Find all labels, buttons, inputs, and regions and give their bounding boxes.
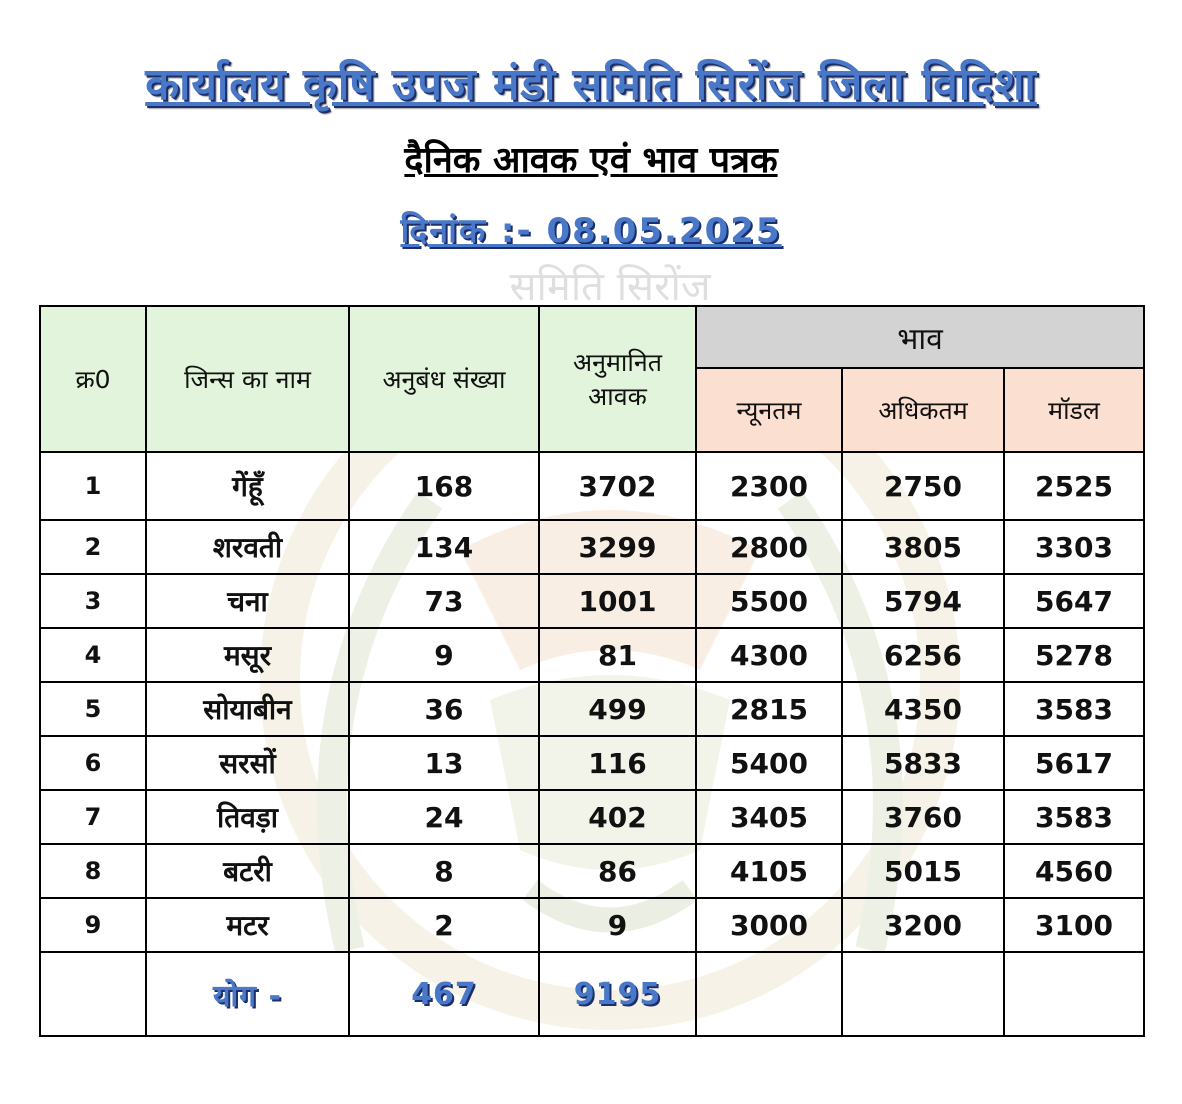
cell-modal: 3100 [1004, 898, 1144, 952]
cell-min: 3405 [696, 790, 842, 844]
cell-contracts: 2 [349, 898, 539, 952]
cell-max: 5833 [842, 736, 1004, 790]
cell-commodity: तिवड़ा [146, 790, 349, 844]
cell-min: 4105 [696, 844, 842, 898]
header-arrival-line2: आवक [588, 382, 647, 411]
cell-arrival: 3702 [539, 452, 696, 520]
cell-min: 2815 [696, 682, 842, 736]
cell-commodity: बटरी [146, 844, 349, 898]
cell-modal: 3583 [1004, 682, 1144, 736]
cell-sno: 6 [40, 736, 146, 790]
cell-modal: 5617 [1004, 736, 1144, 790]
cell-min: 2800 [696, 520, 842, 574]
table-row [40, 898, 1144, 952]
header-modal: मॉडल [1004, 368, 1144, 452]
cell-modal: 3303 [1004, 520, 1144, 574]
cell-arrival: 402 [539, 790, 696, 844]
cell-contracts: 36 [349, 682, 539, 736]
cell-arrival: 86 [539, 844, 696, 898]
report-subtitle: दैनिक आवक एवं भाव पत्रक [404, 140, 778, 181]
total-row [40, 952, 1144, 1036]
table-row [40, 790, 1144, 844]
total-label: योग - [146, 952, 349, 1036]
header-price-group: भाव [696, 306, 1144, 368]
cell-sno: 7 [40, 790, 146, 844]
cell-commodity: चना [146, 574, 349, 628]
cell-max: 3200 [842, 898, 1004, 952]
header-arrival-line1: अनुमानित [572, 348, 662, 377]
cell-max: 6256 [842, 628, 1004, 682]
cell-empty [696, 952, 842, 1036]
cell-max: 5015 [842, 844, 1004, 898]
cell-contracts: 168 [349, 452, 539, 520]
cell-sno: 8 [40, 844, 146, 898]
cell-sno: 2 [40, 520, 146, 574]
cell-arrival: 3299 [539, 520, 696, 574]
header-contracts: अनुबंध संख्या [349, 306, 539, 452]
cell-max: 3760 [842, 790, 1004, 844]
header-min: न्यूनतम [696, 368, 842, 452]
table-row [40, 682, 1144, 736]
report-date: दिनांक :- 08.05.2025 [400, 211, 782, 251]
cell-sno: 4 [40, 628, 146, 682]
cell-min: 5400 [696, 736, 842, 790]
cell-commodity: शरवती [146, 520, 349, 574]
cell-empty [1004, 952, 1144, 1036]
cell-modal: 5647 [1004, 574, 1144, 628]
table-row [40, 628, 1144, 682]
office-title: कार्यालय कृषि उपज मंडी समिति सिरोंज जिला विदिशा [145, 59, 1037, 110]
cell-contracts: 73 [349, 574, 539, 628]
cell-sno: 1 [40, 452, 146, 520]
cell-arrival: 116 [539, 736, 696, 790]
cell-max: 2750 [842, 452, 1004, 520]
cell-min: 2300 [696, 452, 842, 520]
cell-commodity: मटर [146, 898, 349, 952]
cell-commodity: सोयाबीन [146, 682, 349, 736]
cell-arrival: 81 [539, 628, 696, 682]
total-arrival: 9195 [539, 952, 696, 1036]
total-contracts: 467 [349, 952, 539, 1036]
table-row [40, 736, 1144, 790]
cell-contracts: 13 [349, 736, 539, 790]
cell-min: 5500 [696, 574, 842, 628]
cell-max: 3805 [842, 520, 1004, 574]
cell-empty [40, 952, 146, 1036]
watermark-text: समिति सिरोंज [509, 264, 711, 310]
cell-empty [842, 952, 1004, 1036]
cell-modal: 4560 [1004, 844, 1144, 898]
cell-max: 5794 [842, 574, 1004, 628]
table-row [40, 574, 1144, 628]
cell-contracts: 8 [349, 844, 539, 898]
cell-commodity: सरसों [146, 736, 349, 790]
cell-commodity: मसूर [146, 628, 349, 682]
header-commodity-name: जिन्स का नाम [146, 306, 349, 452]
cell-modal: 3583 [1004, 790, 1144, 844]
cell-min: 4300 [696, 628, 842, 682]
table-row [40, 520, 1144, 574]
cell-commodity: गेंहूँ [146, 452, 349, 520]
table-row [40, 452, 1144, 520]
cell-modal: 2525 [1004, 452, 1144, 520]
cell-sno: 3 [40, 574, 146, 628]
cell-max: 4350 [842, 682, 1004, 736]
price-arrival-table [39, 305, 1145, 1037]
cell-modal: 5278 [1004, 628, 1144, 682]
cell-sno: 9 [40, 898, 146, 952]
cell-arrival: 499 [539, 682, 696, 736]
cell-min: 3000 [696, 898, 842, 952]
table-row [40, 844, 1144, 898]
cell-arrival: 1001 [539, 574, 696, 628]
cell-contracts: 24 [349, 790, 539, 844]
cell-contracts: 9 [349, 628, 539, 682]
header-sno: क्र0 [40, 306, 146, 452]
cell-sno: 5 [40, 682, 146, 736]
header-arrival [539, 306, 696, 452]
header-max: अधिकतम [842, 368, 1004, 452]
cell-arrival: 9 [539, 898, 696, 952]
cell-contracts: 134 [349, 520, 539, 574]
